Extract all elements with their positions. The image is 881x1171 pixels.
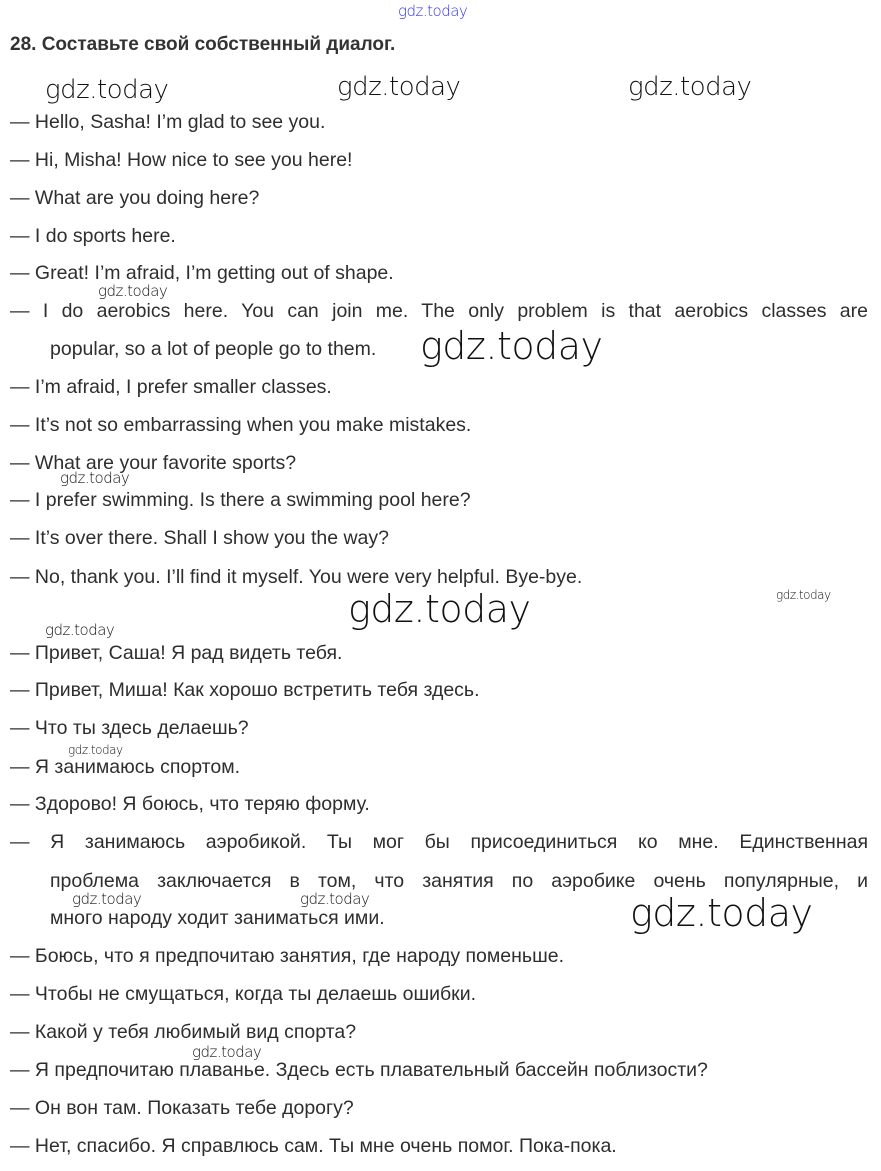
english-line: — Great! I’m afraid, I’m getting out of shape.	[10, 262, 394, 284]
english-line: — It’s over there. Shall I show you the way?	[10, 527, 389, 549]
russian-line: — Я занимаюсь аэробикой. Ты мог бы присоединиться ко мне. Единственная	[10, 831, 868, 853]
watermark: gdz.today	[398, 2, 468, 20]
russian-line: — Я предпочитаю плаванье. Здесь есть плавательный бассейн поблизости?	[10, 1059, 708, 1081]
english-line: — Hello, Sasha! I’m glad to see you.	[10, 111, 326, 133]
watermark: gdz.today	[72, 890, 142, 908]
russian-line: — Здорово! Я боюсь, что теряю форму.	[10, 793, 370, 815]
watermark: gdz.today	[45, 621, 115, 639]
russian-line: — Нет, спасибо. Я справлюсь сам. Ты мне очень помог. Пока-пока.	[10, 1135, 617, 1157]
english-line: — It’s not so embarrassing when you make mistakes.	[10, 414, 472, 436]
watermark: gdz.today	[45, 75, 169, 105]
english-line: — Hi, Misha! How nice to see you here!	[10, 149, 353, 171]
russian-line: — Я занимаюсь спортом.	[10, 756, 241, 778]
watermark: gdz.today	[68, 743, 123, 757]
english-line: — I do aerobics here. You can join me. The only problem is that aerobics classes are	[10, 300, 868, 322]
watermark: gdz.today	[630, 891, 813, 935]
russian-line: много народу ходит заниматься ими.	[50, 907, 385, 929]
russian-line: — Привет, Миша! Как хорошо встретить тебя здесь.	[10, 679, 480, 701]
russian-line: — Боюсь, что я предпочитаю занятия, где народу поменьше.	[10, 945, 564, 967]
watermark: gdz.today	[337, 72, 461, 102]
watermark: gdz.today	[420, 324, 603, 368]
watermark: gdz.today	[98, 282, 168, 300]
english-line: — I’m afraid, I prefer smaller classes.	[10, 376, 332, 398]
english-line: — What are you doing here?	[10, 187, 260, 209]
english-line: — I prefer swimming. Is there a swimming pool here?	[10, 489, 471, 511]
watermark: gdz.today	[776, 588, 831, 602]
exercise-title: 28. Составьте свой собственный диалог.	[10, 34, 396, 55]
english-line: — No, thank you. I’ll find it myself. You were very helpful. Bye-bye.	[10, 566, 583, 588]
russian-line: — Что ты здесь делаешь?	[10, 717, 249, 739]
russian-line: проблема заключается в том, что занятия по аэробике очень популярные, и	[50, 870, 868, 892]
russian-line: — Он вон там. Показать тебе дорогу?	[10, 1097, 354, 1119]
watermark: gdz.today	[192, 1043, 262, 1061]
watermark: gdz.today	[628, 72, 752, 102]
english-line: popular, so a lot of people go to them.	[50, 338, 377, 360]
english-line: — What are your favorite sports?	[10, 452, 297, 474]
watermark: gdz.today	[348, 587, 531, 631]
russian-line: — Привет, Саша! Я рад видеть тебя.	[10, 642, 343, 664]
watermark: gdz.today	[300, 890, 370, 908]
english-line: — I do sports here.	[10, 225, 176, 247]
russian-line: — Какой у тебя любимый вид спорта?	[10, 1021, 357, 1043]
russian-line: — Чтобы не смущаться, когда ты делаешь ошибки.	[10, 983, 477, 1005]
watermark: gdz.today	[60, 469, 130, 487]
